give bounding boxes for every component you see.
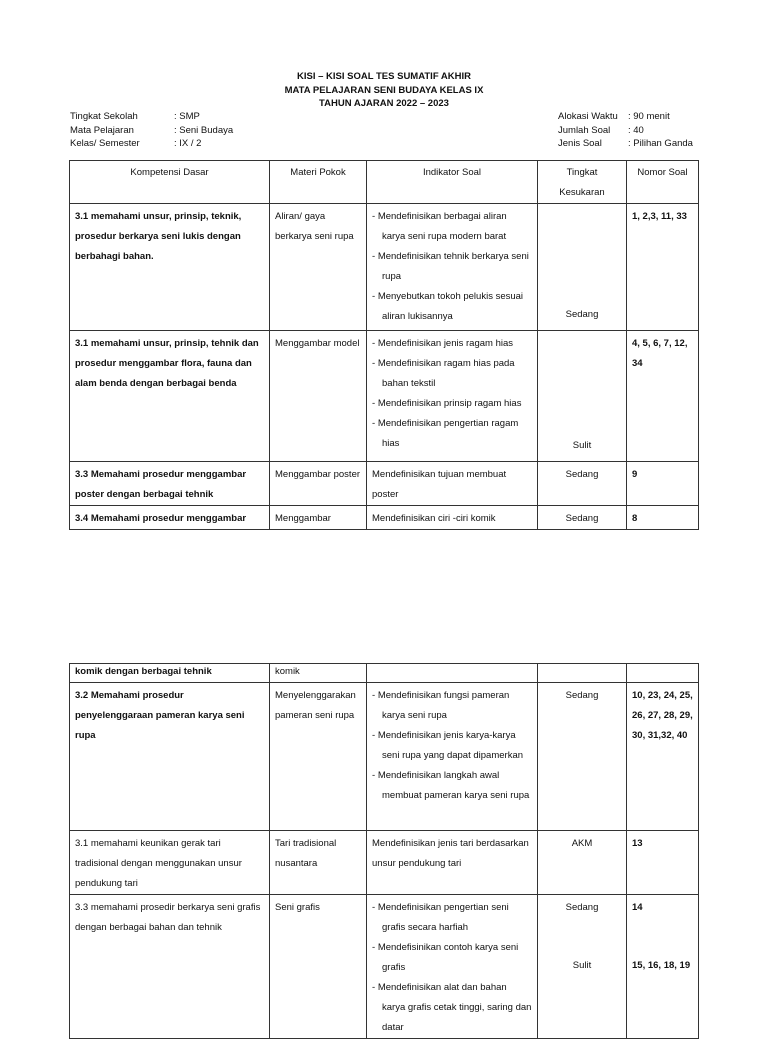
table-row — [70, 462, 699, 506]
indikator-cell — [367, 895, 538, 1039]
meta-key: Mata Pelajaran — [70, 124, 134, 136]
indikator-cell — [367, 331, 538, 462]
indikator-item: - Mendefinisikan ragam hias pada bahan tekstil — [372, 358, 515, 389]
kd-cell: 3.4 Memahami prosedur menggambar — [70, 506, 270, 530]
col-tingkat-kesukaran: Tingkat Kesukaran — [538, 161, 627, 204]
kisi-table-page2 — [69, 663, 699, 1039]
tingkat-cell: AKM — [538, 831, 627, 895]
meta-value: : SMP — [174, 111, 200, 122]
nomor-cell: 10, 23, 24, 25, 26, 27, 28, 29, 30, 31,32, 40 — [627, 683, 699, 831]
nomor-cell: 9 — [627, 462, 699, 506]
materi-cell: Tari tradisional nusantara — [270, 831, 367, 895]
col-nomor-soal: Nomor Soal — [627, 161, 699, 204]
col-indikator-soal: Indikator Soal — [367, 161, 538, 204]
indikator-item: - Mendefinisikan tehnik berkarya seni rupa — [372, 251, 529, 282]
tingkat-value: Sedang — [565, 902, 599, 913]
table-row — [70, 831, 699, 895]
meta-value: : IX / 2 — [174, 138, 202, 149]
meta-left — [70, 110, 233, 151]
nomor-cell — [627, 895, 699, 1039]
materi-cell: komik — [270, 664, 367, 683]
indikator-cell — [367, 664, 538, 683]
indikator-item: - Mendefinisikan pengertian seni grafis secara harfiah — [372, 902, 509, 933]
table-row — [70, 331, 699, 462]
indikator-item: - Mendefinisikan prinsip ragam hias — [372, 398, 522, 409]
meta-key: Jenis Soal — [558, 138, 602, 149]
table-row — [70, 664, 699, 683]
materi-cell: Menggambar poster — [270, 462, 367, 506]
nomor-cell: 1, 2,3, 11, 33 — [627, 204, 699, 331]
table-row — [70, 506, 699, 530]
meta-value: : Seni Budaya — [174, 124, 234, 136]
document-header — [0, 70, 768, 111]
nomor-cell: 4, 5, 6, 7, 12, 34 — [627, 331, 699, 462]
table-row — [70, 683, 699, 831]
indikator-item: - Mendefinisikan pengertian ragam hias — [372, 418, 519, 449]
kisi-table-page1 — [69, 160, 699, 530]
kd-cell: 3.3 Memahami prosedur menggambar poster dengan berbagai tehnik — [70, 462, 270, 506]
meta-right — [558, 110, 693, 151]
kd-cell: 3.1 memahami unsur, prinsip, teknik, prosedur berkarya seni lukis dengan berbahagi bahan. — [70, 204, 270, 331]
tingkat-cell — [538, 664, 627, 683]
indikator-item: - Mendefinisikan jenis ragam hias — [372, 338, 513, 349]
tingkat-cell: Sedang — [538, 462, 627, 506]
meta-value: : Pilihan Ganda — [628, 138, 693, 149]
indikator-cell: Mendefinisikan ciri -ciri komik — [367, 506, 538, 530]
header-year: TAHUN AJARAN 2022 – 2023 — [319, 98, 449, 109]
meta-key: Tingkat Sekolah — [70, 111, 138, 122]
materi-cell: Menggambar — [270, 506, 367, 530]
kd-cell: 3.3 memahami prosedir berkarya seni grafis dengan berbagai bahan dan tehnik — [70, 895, 270, 1039]
kd-cell: 3.1 memahami keunikan gerak tari tradisional dengan menggunakan unsur pendukung tari — [70, 831, 270, 895]
materi-cell: Seni grafis — [270, 895, 367, 1039]
indikator-item: - Mendefinisikan fungsi pameran karya seni rupa — [372, 690, 510, 721]
meta-key: Kelas/ Semester — [70, 138, 140, 149]
tingkat-value: Sulit — [572, 960, 592, 971]
indikator-item: - Mendefinisikan alat dan bahan karya grafis cetak tinggi, saring dan datar — [372, 982, 532, 1033]
indikator-item: - Mendefinisikan jenis karya-karya seni rupa yang dapat dipamerkan — [372, 730, 524, 761]
kd-cell: 3.2 Memahami prosedur penyelenggaraan pameran karya seni rupa — [70, 683, 270, 831]
kd-cell: komik dengan berbagai tehnik — [70, 664, 270, 683]
materi-cell: Menggambar model — [270, 331, 367, 462]
col-kompetensi-dasar: Kompetensi Dasar — [70, 161, 270, 204]
indikator-item: - Mendefinisikan berbagai aliran karya seni rupa modern barat — [372, 211, 507, 242]
indikator-cell — [367, 683, 538, 831]
header-title: KISI – KISI SOAL TES SUMATIF AKHIR — [296, 71, 471, 82]
meta-value: : 40 — [628, 124, 644, 136]
nomor-cell: 8 — [627, 506, 699, 530]
kd-cell: 3.1 memahami unsur, prinsip, tehnik dan prosedur menggambar flora, fauna dan alam benda dengan berbagai benda — [70, 331, 270, 462]
col-materi-pokok: Materi Pokok — [270, 161, 367, 204]
meta-key: Jumlah Soal — [558, 124, 611, 136]
indikator-item: - Menyebutkan tokoh pelukis sesuai aliran lukisannya — [372, 291, 524, 322]
nomor-value: 15, 16, 18, 19 — [632, 960, 691, 971]
indikator-item: - Mendefisinikan contoh karya seni grafis — [372, 942, 519, 973]
indikator-cell — [367, 204, 538, 331]
table-header-row — [70, 161, 699, 204]
indikator-item: - Mendefinisikan langkah awal membuat pameran karya seni rupa — [372, 770, 530, 801]
nomor-cell — [627, 664, 699, 683]
materi-cell: Aliran/ gaya berkarya seni rupa — [270, 204, 367, 331]
table-row — [70, 204, 699, 331]
tingkat-cell: Sedang — [538, 204, 627, 331]
tingkat-cell: Sedang — [538, 683, 627, 831]
tingkat-cell — [538, 895, 627, 1039]
meta-value: : 90 menit — [628, 111, 670, 122]
meta-key: Alokasi Waktu — [558, 111, 618, 122]
table-row — [70, 895, 699, 1039]
nomor-value: 14 — [632, 902, 643, 913]
materi-cell: Menyelenggarakan pameran seni rupa — [270, 683, 367, 831]
tingkat-cell: Sedang — [538, 506, 627, 530]
indikator-cell: Mendefinisikan tujuan membuat poster — [367, 462, 538, 506]
indikator-cell: Mendefinisikan jenis tari berdasarkan unsur pendukung tari — [367, 831, 538, 895]
nomor-cell: 13 — [627, 831, 699, 895]
tingkat-cell: Sulit — [538, 331, 627, 462]
header-subject: MATA PELAJARAN SENI BUDAYA KELAS IX — [284, 84, 484, 96]
